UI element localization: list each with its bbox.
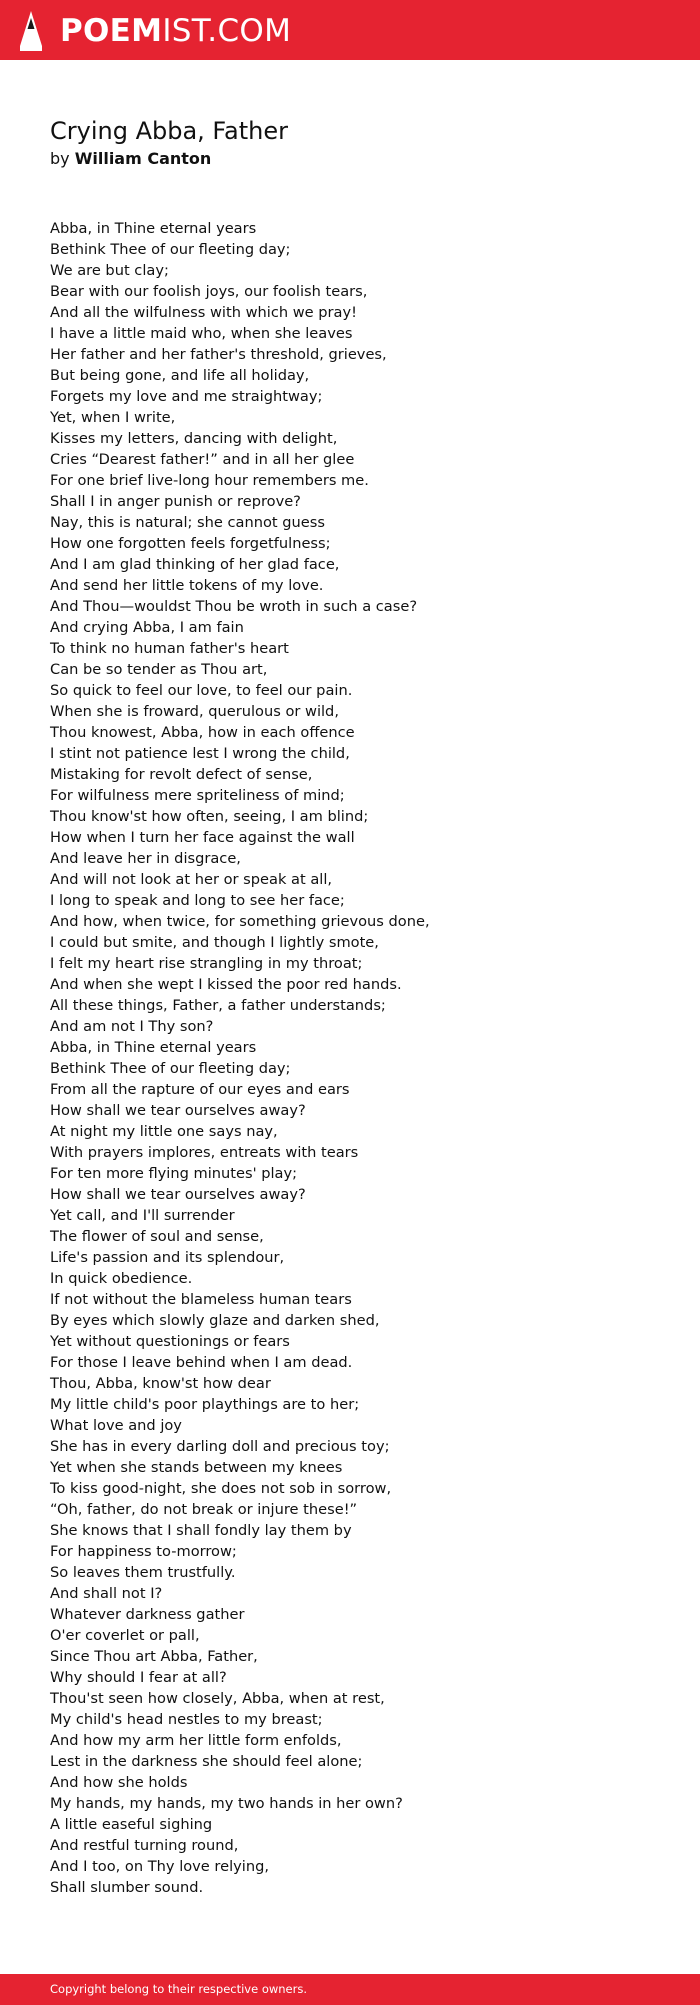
- poem-line: The flower of soul and sense,: [50, 1228, 264, 1245]
- poem-line: And will not look at her or speak at all,: [50, 871, 333, 888]
- site-footer: [0, 1974, 700, 2005]
- poem-line: How shall we tear ourselves away?: [50, 1186, 306, 1203]
- poem-line: And I too, on Thy love relying,: [50, 1858, 269, 1875]
- poem-line: Lest in the darkness she should feel alone;: [50, 1753, 363, 1770]
- logo-text-light: IST.COM: [162, 13, 292, 49]
- poem-line: So leaves them trustfully.: [50, 1564, 236, 1581]
- poem-line: Since Thou art Abba, Father,: [50, 1648, 258, 1665]
- poem-line: Abba, in Thine eternal years: [50, 220, 257, 237]
- poem-line: O'er coverlet or pall,: [50, 1627, 200, 1644]
- poem-line: Forgets my love and me straightway;: [50, 388, 323, 405]
- poem-line: And when she wept I kissed the poor red hands.: [50, 976, 402, 993]
- poem-line: And am not I Thy son?: [50, 1018, 214, 1035]
- poem-line: And all the wilfulness with which we pray!: [50, 304, 357, 321]
- poem-line: Yet without questionings or fears: [50, 1333, 290, 1350]
- poem-line: Bear with our foolish joys, our foolish tears,: [50, 283, 368, 300]
- poem-line: My child's head nestles to my breast;: [50, 1711, 323, 1728]
- poem-line: And restful turning round,: [50, 1837, 239, 1854]
- poem-line: Thou know'st how often, seeing, I am blind;: [50, 808, 369, 825]
- author-name[interactable]: William Canton: [74, 149, 212, 168]
- poem-line: Thou'st seen how closely, Abba, when at rest,: [50, 1690, 385, 1707]
- poem-line: But being gone, and life all holiday,: [50, 367, 310, 384]
- poem-line: Yet when she stands between my knees: [50, 1459, 343, 1476]
- poem-line: Can be so tender as Thou art,: [50, 661, 268, 678]
- poem-body: [50, 218, 670, 1898]
- poem-line: “Oh, father, do not break or injure these!”: [50, 1501, 358, 1518]
- site-logo[interactable]: [18, 10, 291, 52]
- poem-line: And how my arm her little form enfolds,: [50, 1732, 342, 1749]
- poem-line: Shall slumber sound.: [50, 1879, 204, 1896]
- poem-line: In quick obedience.: [50, 1270, 193, 1287]
- poem-line: And crying Abba, I am fain: [50, 619, 244, 636]
- poem-line: So quick to feel our love, to feel our pain.: [50, 682, 353, 699]
- poem-line: Why should I fear at all?: [50, 1669, 227, 1686]
- poem-line: Bethink Thee of our fleeting day;: [50, 1060, 291, 1077]
- by-label: by: [50, 149, 70, 168]
- poem-line: And how she holds: [50, 1774, 188, 1791]
- site-header: [0, 0, 700, 60]
- poem-line: A little easeful sighing: [50, 1816, 213, 1833]
- poem-line: And I am glad thinking of her glad face,: [50, 556, 340, 573]
- poem-line: How shall we tear ourselves away?: [50, 1102, 306, 1119]
- poem-line: For happiness to-morrow;: [50, 1543, 237, 1560]
- poem-line: For ten more flying minutes' play;: [50, 1165, 298, 1182]
- poem-line: And Thou—wouldst Thou be wroth in such a case?: [50, 598, 418, 615]
- poem-line: My hands, my hands, my two hands in her own?: [50, 1795, 403, 1812]
- poem-line: How one forgotten feels forgetfulness;: [50, 535, 331, 552]
- poem-line: All these things, Father, a father understands;: [50, 997, 386, 1014]
- poem-line: Cries “Dearest father!” and in all her glee: [50, 451, 355, 468]
- poem-line: She has in every darling doll and precious toy;: [50, 1438, 390, 1455]
- poem-line: Bethink Thee of our fleeting day;: [50, 241, 291, 258]
- pencil-tip-icon: [18, 10, 44, 52]
- poem-line: By eyes which slowly glaze and darken shed,: [50, 1312, 380, 1329]
- poem-line: Thou, Abba, know'st how dear: [50, 1375, 271, 1392]
- poem-line: With prayers implores, entreats with tears: [50, 1144, 359, 1161]
- poem-line: Thou knowest, Abba, how in each offence: [50, 724, 355, 741]
- poem-line: For one brief live-long hour remembers me.: [50, 472, 369, 489]
- poem-line: For those I leave behind when I am dead.: [50, 1354, 353, 1371]
- poem-line: Yet, when I write,: [50, 409, 176, 426]
- poem-line: We are but clay;: [50, 262, 169, 279]
- poem-line: Yet call, and I'll surrender: [50, 1207, 235, 1224]
- poem-line: How when I turn her face against the wall: [50, 829, 355, 846]
- copyright-text: Copyright belong to their respective owners.: [50, 1982, 308, 1996]
- poem-line: For wilfulness mere spriteliness of mind;: [50, 787, 345, 804]
- logo-text: [60, 10, 291, 52]
- poem-line: Nay, this is natural; she cannot guess: [50, 514, 325, 531]
- poem-line: Her father and her father's threshold, grieves,: [50, 346, 387, 363]
- poem-line: What love and joy: [50, 1417, 182, 1434]
- poem-line: When she is froward, querulous or wild,: [50, 703, 339, 720]
- poem-line: From all the rapture of our eyes and ears: [50, 1081, 350, 1098]
- poem-line: Kisses my letters, dancing with delight,: [50, 430, 338, 447]
- logo-text-bold: POEM: [60, 13, 163, 49]
- poem-line: And leave her in disgrace,: [50, 850, 241, 867]
- poem-line: To kiss good-night, she does not sob in sorrow,: [50, 1480, 392, 1497]
- poem-line: And how, when twice, for something grievous done,: [50, 913, 430, 930]
- poem-line: At night my little one says nay,: [50, 1123, 278, 1140]
- poem-line: I long to speak and long to see her face;: [50, 892, 345, 909]
- poem-line: Shall I in anger punish or reprove?: [50, 493, 301, 510]
- poem-line: Whatever darkness gather: [50, 1606, 245, 1623]
- poem-header: [50, 114, 650, 170]
- poem-line: My little child's poor playthings are to her;: [50, 1396, 360, 1413]
- poem-line: If not without the blameless human tears: [50, 1291, 352, 1308]
- poem-line: I could but smite, and though I lightly smote,: [50, 934, 379, 951]
- poem-line: To think no human father's heart: [50, 640, 289, 657]
- poem-line: I felt my heart rise strangling in my throat;: [50, 955, 363, 972]
- byline: [50, 148, 650, 170]
- poem-line: Mistaking for revolt defect of sense,: [50, 766, 313, 783]
- poem-line: I have a little maid who, when she leaves: [50, 325, 353, 342]
- poem-line: I stint not patience lest I wrong the child,: [50, 745, 350, 762]
- poem-title: Crying Abba, Father: [50, 117, 288, 145]
- poem-line: And shall not I?: [50, 1585, 163, 1602]
- poem-line: Life's passion and its splendour,: [50, 1249, 285, 1266]
- poem-line: Abba, in Thine eternal years: [50, 1039, 257, 1056]
- poem-line: She knows that I shall fondly lay them by: [50, 1522, 352, 1539]
- poem-line: And send her little tokens of my love.: [50, 577, 324, 594]
